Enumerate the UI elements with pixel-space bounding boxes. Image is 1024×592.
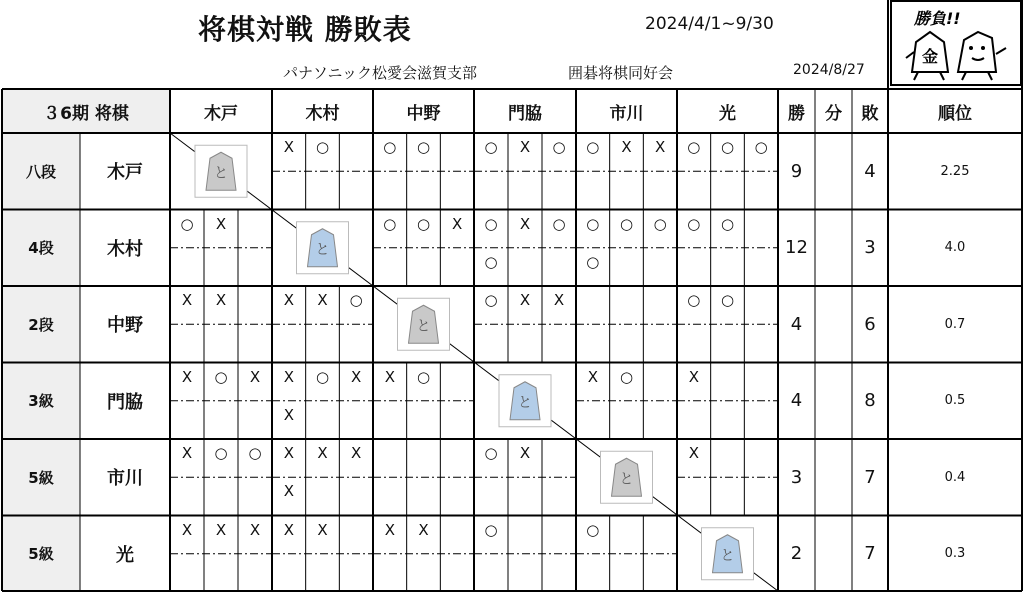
match-result-mark: X [181, 520, 193, 539]
match-result-mark: ○ [586, 214, 600, 233]
losses-count: 6 [864, 313, 876, 335]
shogi-piece-glyph: と [315, 241, 330, 258]
match-result-mark: X [283, 482, 294, 501]
match-result-mark: ○ [653, 214, 667, 233]
player-name: 門脇 [107, 391, 143, 413]
match-result-mark: X [384, 520, 395, 539]
ranking-score: 0.7 [944, 316, 966, 332]
player-rank: 八段 [25, 162, 56, 181]
match-result-mark: ○ [687, 291, 701, 309]
match-result-mark: ○ [484, 291, 498, 309]
player-rank: 5級 [28, 545, 54, 564]
match-result-mark: X [519, 138, 531, 156]
match-result-mark: X [587, 367, 598, 386]
losses-count: 7 [864, 466, 876, 488]
season-period: 2024/4/1~9/30 [645, 14, 774, 34]
match-result-mark: X [249, 520, 261, 539]
draws-count [815, 286, 852, 363]
logo-piece-glyph: 金 [921, 47, 939, 66]
draws-header: 分 [825, 103, 842, 124]
player-rank: 2段 [28, 315, 54, 334]
ranking-score: 4.0 [944, 240, 966, 256]
match-result-mark: ○ [484, 214, 498, 233]
wins-header: 勝 [788, 103, 805, 124]
opponent-header: 門脇 [508, 103, 542, 124]
player-name: 市川 [107, 468, 143, 490]
match-result-mark: X [553, 291, 565, 309]
shogi-piece-glyph: と [214, 165, 228, 182]
match-result-mark: X [655, 138, 666, 156]
match-result-mark: X [249, 367, 261, 386]
match-result-mark: ○ [416, 138, 431, 156]
shogi-piece-glyph: と [619, 471, 634, 488]
match-result-mark: ○ [349, 291, 363, 309]
match-result-mark: X [283, 520, 294, 539]
ranking-score: 0.4 [944, 469, 966, 485]
match-result-mark: ○ [720, 138, 735, 156]
match-result-mark: ○ [552, 138, 566, 156]
match-result-mark: ○ [720, 291, 735, 309]
match-result-mark: X [688, 367, 699, 386]
match-result-mark: ○ [315, 367, 330, 386]
wins-count: 9 [790, 160, 803, 182]
match-result-mark: ○ [248, 444, 262, 462]
match-result-mark: ○ [484, 138, 498, 156]
ranking-score: 0.5 [944, 393, 966, 409]
losses-header: 敗 [861, 103, 879, 124]
match-result-mark: ○ [687, 214, 701, 233]
match-result-mark: X [181, 444, 193, 462]
match-result-mark: ○ [180, 214, 194, 233]
match-result-mark: X [283, 405, 294, 424]
match-result-mark: X [215, 520, 227, 539]
losses-count: 8 [864, 390, 876, 412]
player-name: 中野 [107, 315, 143, 337]
match-result-mark: X [384, 367, 395, 386]
losses-count: 4 [864, 160, 876, 182]
match-result-mark: X [181, 291, 193, 309]
draws-count [815, 439, 852, 516]
draws-count [815, 210, 852, 287]
shogi-piece-glyph: と [720, 547, 735, 564]
losses-count: 3 [864, 237, 876, 259]
match-result-mark: ○ [586, 520, 600, 539]
shogi-piece-glyph: と [416, 318, 431, 335]
opponent-header: 木戸 [204, 103, 238, 124]
opponent-header: 市川 [609, 103, 644, 124]
match-result-mark: ○ [484, 520, 498, 539]
player-rank: 3級 [28, 392, 54, 411]
shogi-piece-glyph: と [518, 394, 532, 411]
player-name: 光 [116, 544, 134, 566]
match-result-mark: ○ [315, 138, 330, 156]
match-result-mark: X [519, 291, 531, 309]
wins-count: 2 [790, 543, 803, 565]
wins-count: 3 [790, 466, 803, 488]
match-result-mark: ○ [586, 252, 600, 271]
logo-caption: 勝負!! [914, 9, 961, 28]
opponent-header: 光 [719, 103, 736, 124]
draws-count [815, 516, 852, 592]
match-result-mark: ○ [484, 252, 498, 271]
ranking-score: 2.25 [940, 163, 970, 179]
match-result-mark: X [452, 214, 463, 233]
match-result-mark: X [621, 138, 632, 156]
match-result-mark: X [688, 444, 699, 462]
match-result-mark: X [181, 367, 193, 386]
losses-count: 7 [864, 543, 876, 565]
match-result-mark: X [283, 444, 294, 462]
match-result-mark: ○ [214, 444, 228, 462]
match-result-mark: X [351, 444, 362, 462]
match-result-mark: X [215, 214, 227, 233]
match-result-mark: X [317, 520, 328, 539]
page-title: 将棋対戦 勝敗表 [198, 13, 412, 46]
match-result-mark: ○ [754, 138, 768, 156]
match-result-mark: ○ [552, 214, 566, 233]
organization-name: パナソニック松愛会滋賀支部 [283, 64, 477, 82]
match-result-mark: ○ [214, 367, 228, 386]
match-result-mark: X [283, 138, 294, 156]
club-name: 囲碁将棋同好会 [568, 64, 674, 82]
match-result-mark: ○ [586, 138, 600, 156]
match-result-mark: ○ [383, 138, 397, 156]
match-result-mark: ○ [687, 138, 701, 156]
ranking-score: 0.3 [944, 546, 966, 562]
updated-date: 2024/8/27 [793, 62, 865, 78]
draws-count [815, 133, 852, 210]
opponent-header: 木村 [305, 103, 340, 124]
match-result-mark: ○ [416, 367, 431, 386]
match-result-mark: ○ [619, 367, 634, 386]
match-result-mark: ○ [383, 214, 397, 233]
draws-count [815, 363, 852, 440]
table-corner-label: ３6期 将棋 [43, 103, 129, 124]
match-result-mark: ○ [484, 444, 498, 462]
match-result-mark: X [215, 291, 227, 309]
match-result-mark: ○ [619, 214, 634, 233]
opponent-header: 中野 [406, 103, 441, 124]
match-result-mark: X [418, 520, 429, 539]
match-result-mark: X [283, 367, 294, 386]
player-rank: 4段 [28, 239, 54, 258]
match-result-mark: X [317, 444, 328, 462]
match-result-mark: ○ [416, 214, 431, 233]
wins-count: 4 [790, 313, 803, 335]
ranking-header: 順位 [938, 103, 972, 124]
match-result-mark: ○ [720, 214, 735, 233]
match-result-mark: X [317, 291, 328, 309]
wins-count: 12 [785, 237, 808, 259]
match-result-mark: X [519, 444, 531, 462]
player-name: 木村 [107, 238, 143, 260]
match-result-mark: X [283, 291, 294, 309]
wins-count: 4 [790, 390, 803, 412]
player-name: 木戸 [107, 162, 143, 184]
match-result-mark: X [351, 367, 362, 386]
match-result-mark: X [519, 214, 531, 233]
player-rank: 5級 [28, 468, 54, 487]
